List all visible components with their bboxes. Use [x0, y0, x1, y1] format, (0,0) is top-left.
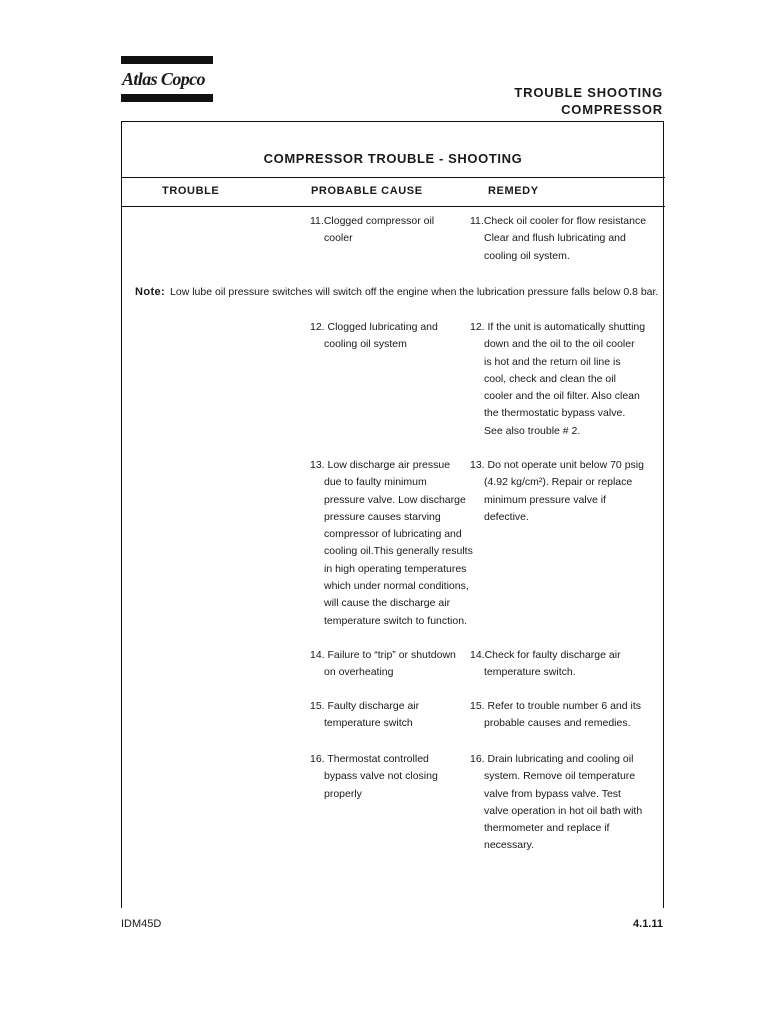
- remedy-line: cooler and the oil filter. Also clean: [484, 390, 640, 403]
- cause-line: which under normal conditions,: [324, 580, 469, 593]
- cause-line: temperature switch: [324, 717, 413, 730]
- remedy-line: Clear and flush lubricating and: [484, 232, 626, 245]
- column-header-trouble: TROUBLE: [162, 185, 220, 197]
- column-header-remedy: REMEDY: [488, 185, 539, 197]
- remedy-line: probable causes and remedies.: [484, 717, 631, 730]
- remedy-line: thermometer and replace if: [484, 822, 610, 835]
- page-header-title: [514, 84, 663, 118]
- note-label: Note:: [135, 286, 166, 298]
- remedy-line: (4.92 kg/cm²). Repair or replace: [484, 476, 633, 489]
- remedy-entry-16: [470, 751, 642, 855]
- cause-line: compressor of lubricating and: [324, 528, 462, 541]
- cause-line: in high operating temperatures: [324, 562, 467, 575]
- cause-line: cooling oil.This generally results: [324, 545, 473, 558]
- title-divider: [121, 177, 665, 178]
- cause-line: due to faulty minimum: [324, 476, 427, 489]
- logo-bottom-bar: [121, 94, 213, 102]
- cause-entry-15: [310, 698, 419, 733]
- remedy-line: 11.Check oil cooler for flow resistance: [470, 215, 647, 227]
- cause-line: pressure causes starving: [324, 510, 441, 523]
- remedy-line: system. Remove oil temperature: [484, 770, 636, 783]
- remedy-line: cool, check and clean the oil: [484, 372, 616, 385]
- remedy-line: temperature switch.: [484, 666, 576, 679]
- cause-line: 15. Faulty discharge air: [310, 700, 420, 712]
- cause-line: bypass valve not closing: [324, 770, 438, 783]
- cause-line: 11.Clogged compressor oil: [310, 215, 435, 227]
- cause-entry-12: [310, 319, 438, 354]
- remedy-line: 14.Check for faulty discharge air: [470, 649, 621, 661]
- cause-line: properly: [324, 787, 362, 800]
- remedy-line: is hot and the return oil line is: [484, 355, 621, 368]
- cause-line: pressure valve. Low discharge: [324, 493, 466, 506]
- logo-top-bar: [121, 56, 213, 64]
- cause-entry-13: [310, 457, 473, 630]
- header-title-line-1: TROUBLE SHOOTING: [514, 85, 663, 100]
- remedy-line: minimum pressure valve if: [484, 493, 606, 506]
- remedy-line: cooling oil system.: [484, 249, 570, 262]
- cause-line: 12. Clogged lubricating and: [310, 321, 438, 333]
- cause-line: 13. Low discharge air pressue: [310, 459, 451, 471]
- header-title-line-2: COMPRESSOR: [561, 102, 663, 117]
- remedy-line: the thermostatic bypass valve.: [484, 407, 626, 420]
- cause-line: cooling oil system: [324, 338, 407, 351]
- atlas-copco-logo: [121, 56, 213, 102]
- logo-wordmark: Atlas Copco: [122, 69, 205, 89]
- section-title: COMPRESSOR TROUBLE - SHOOTING: [263, 151, 523, 166]
- remedy-line: necessary.: [484, 839, 534, 852]
- remedy-entry-14: [470, 647, 621, 682]
- cause-entry-16: [310, 751, 438, 803]
- page-number: 4.1.11: [633, 918, 663, 930]
- lube-pressure-note: [135, 284, 660, 302]
- remedy-line: 13. Do not operate unit below 70 psig: [470, 459, 644, 471]
- cause-line: will cause the discharge air: [324, 597, 451, 610]
- cause-line: temperature switch to function.: [324, 614, 467, 627]
- remedy-entry-15: [470, 698, 641, 733]
- cause-entry-11: [310, 213, 434, 248]
- remedy-entry-13: [470, 457, 644, 526]
- remedy-entry-12: [470, 319, 645, 440]
- remedy-line: 12. If the unit is automatically shutting: [470, 321, 646, 333]
- remedy-entry-11: [470, 213, 646, 265]
- remedy-line: valve from bypass valve. Test: [484, 787, 621, 800]
- remedy-line: valve operation in hot oil bath with: [484, 804, 643, 817]
- column-header-divider: [121, 206, 665, 207]
- cause-line: cooler: [324, 232, 353, 245]
- remedy-line: See also trouble # 2.: [484, 424, 581, 437]
- note-text: Low lube oil pressure switches will switch off the engine when the lubrication pressure falls below 0.8 bar.: [170, 286, 659, 298]
- cause-line: 14. Failure to “trip” or shutdown: [310, 649, 456, 661]
- remedy-line: down and the oil to the oil cooler: [484, 338, 635, 351]
- cause-line: on overheating: [324, 666, 394, 679]
- document-code: IDM45D: [121, 918, 162, 930]
- column-header-probable-cause: PROBABLE CAUSE: [311, 185, 423, 197]
- remedy-line: 16. Drain lubricating and cooling oil: [470, 753, 634, 765]
- cause-entry-14: [310, 647, 456, 682]
- cause-line: 16. Thermostat controlled: [310, 753, 429, 765]
- remedy-line: defective.: [484, 510, 529, 523]
- remedy-line: 15. Refer to trouble number 6 and its: [470, 700, 642, 712]
